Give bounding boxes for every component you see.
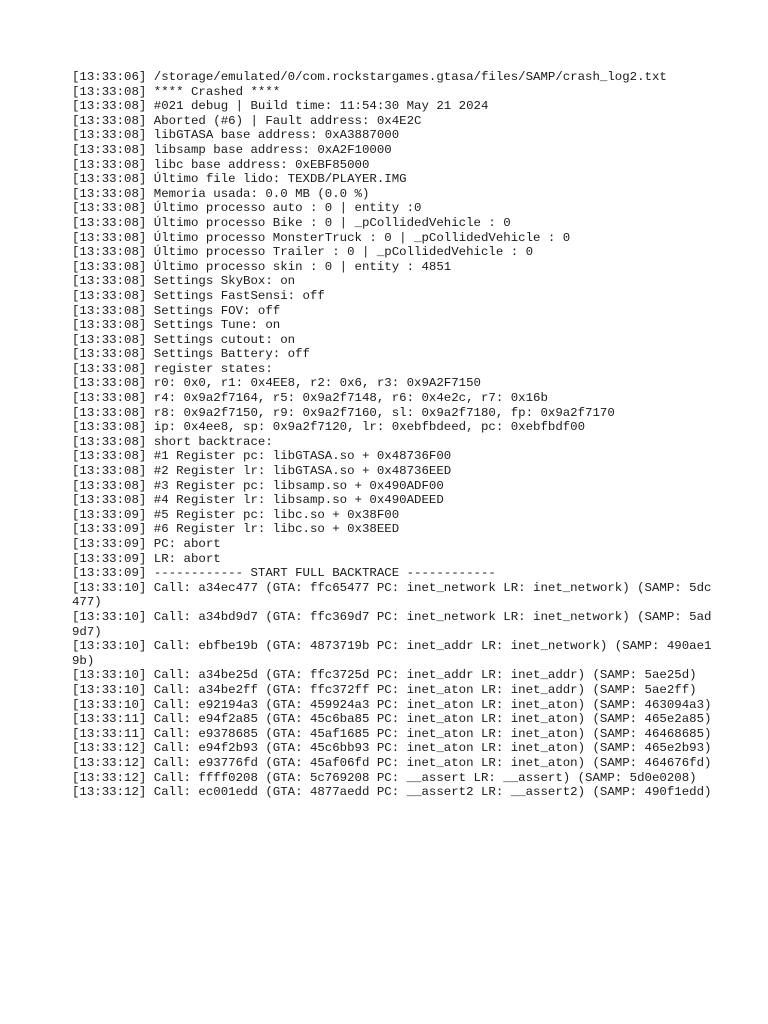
log-line: [13:33:08] #4 Register lr: libsamp.so + 0x490ADEED xyxy=(72,493,444,508)
log-line: [13:33:09] #5 Register pc: libc.so + 0x38F00 xyxy=(72,507,400,522)
log-line: [13:33:08] Último processo skin : 0 | entity : 4851 xyxy=(72,259,452,274)
log-line: [13:33:08] libsamp base address: 0xA2F10000 xyxy=(72,142,392,157)
log-line: [13:33:08] #1 Register pc: libGTASA.so + 0x48736F00 xyxy=(72,449,452,464)
log-line: [13:33:11] Call: e94f2a85 (GTA: 45c6ba85 PC: inet_aton LR: inet_aton) (SAMP: 465e2a85) xyxy=(72,712,712,727)
log-line: [13:33:10] Call: e92194a3 (GTA: 459924a3 PC: inet_aton LR: inet_aton) (SAMP: 463094a3) xyxy=(72,697,712,712)
log-line: [13:33:08] r0: 0x0, r1: 0x4EE8, r2: 0x6, r3: 0x9A2F7150 xyxy=(72,376,481,391)
log-line: [13:33:09] ------------ START FULL BACKTRACE ------------ xyxy=(72,566,496,581)
log-line: [13:33:12] Call: ffff0208 (GTA: 5c769208 PC: __assert LR: __assert) (SAMP: 5d0e0208) xyxy=(72,770,697,785)
log-line: [13:33:11] Call: e9378685 (GTA: 45af1685 PC: inet_aton LR: inet_aton) (SAMP: 46468685) xyxy=(72,726,712,741)
log-line: [13:33:08] Último processo Trailer : 0 | _pCollidedVehicle : 0 xyxy=(72,245,534,260)
log-line: [13:33:08] Settings FastSensi: off xyxy=(72,288,325,303)
log-line: [13:33:08] r4: 0x9a2f7164, r5: 0x9a2f7148, r6: 0x4e2c, r7: 0x16b xyxy=(72,391,548,406)
crash-log xyxy=(72,70,712,800)
log-line: [13:33:10] Call: a34ec477 (GTA: ffc65477 PC: inet_network LR: inet_network) (SAMP: 5dc477) xyxy=(72,580,712,610)
log-line: [13:33:08] libGTASA base address: 0xA3887000 xyxy=(72,128,400,143)
log-line: [13:33:08] register states: xyxy=(72,361,273,376)
log-line: [13:33:08] Último processo MonsterTruck : 0 | _pCollidedVehicle : 0 xyxy=(72,230,571,245)
log-line: [13:33:08] Memoria usada: 0.0 MB (0.0 %) xyxy=(72,186,370,201)
log-line: [13:33:08] #2 Register lr: libGTASA.so + 0x48736EED xyxy=(72,464,452,479)
log-line: [13:33:09] #6 Register lr: libc.so + 0x38EED xyxy=(72,522,400,537)
log-line: [13:33:10] Call: a34be25d (GTA: ffc3725d PC: inet_addr LR: inet_addr) (SAMP: 5ae25d) xyxy=(72,668,697,683)
log-line: [13:33:12] Call: e93776fd (GTA: 45af06fd PC: inet_aton LR: inet_aton) (SAMP: 464676fd) xyxy=(72,755,712,770)
log-line: [13:33:08] ip: 0x4ee8, sp: 0x9a2f7120, lr: 0xebfbdeed, pc: 0xebfbdf00 xyxy=(72,420,586,435)
log-line: [13:33:12] Call: ec001edd (GTA: 4877aedd PC: __assert2 LR: __assert2) (SAMP: 490f1edd) xyxy=(72,785,712,800)
log-line: [13:33:08] Settings Battery: off xyxy=(72,347,310,362)
log-line: [13:33:08] Último processo Bike : 0 | _pCollidedVehicle : 0 xyxy=(72,215,511,230)
log-line: [13:33:08] r8: 0x9a2f7150, r9: 0x9a2f7160, sl: 0x9a2f7180, fp: 0x9a2f7170 xyxy=(72,405,615,420)
log-line: [13:33:12] Call: e94f2b93 (GTA: 45c6bb93 PC: inet_aton LR: inet_aton) (SAMP: 465e2b93) xyxy=(72,741,712,756)
log-line: [13:33:10] Call: a34be2ff (GTA: ffc372ff PC: inet_aton LR: inet_addr) (SAMP: 5ae2ff) xyxy=(72,682,697,697)
log-line: [13:33:08] Aborted (#6) | Fault address: 0x4E2C xyxy=(72,113,422,128)
log-line: [13:33:09] LR: abort xyxy=(72,551,221,566)
log-line: [13:33:08] **** Crashed **** xyxy=(72,84,281,99)
log-line: [13:33:10] Call: ebfbe19b (GTA: 4873719b PC: inet_addr LR: inet_network) (SAMP: 490ae19b) xyxy=(72,639,712,668)
log-line: [13:33:08] #021 debug | Build time: 11:54:30 May 21 2024 xyxy=(72,99,489,114)
log-line: [13:33:08] Settings FOV: off xyxy=(72,303,281,318)
log-line: [13:33:08] Último processo auto : 0 | entity :0 xyxy=(72,201,422,216)
log-line: [13:33:08] Settings SkyBox: on xyxy=(72,274,296,289)
log-line: [13:33:08] #3 Register pc: libsamp.so + 0x490ADF00 xyxy=(72,478,444,493)
log-line: [13:33:08] Settings Tune: on xyxy=(72,318,281,333)
log-line: [13:33:08] Settings cutout: on xyxy=(72,332,296,347)
log-line: [13:33:08] Último file lido: TEXDB/PLAYER.IMG xyxy=(72,172,407,187)
log-line: [13:33:08] short backtrace: xyxy=(72,434,273,449)
log-line: [13:33:10] Call: a34bd9d7 (GTA: ffc369d7 PC: inet_network LR: inet_network) (SAMP: 5ad9d7) xyxy=(72,609,712,639)
log-line: [13:33:09] PC: abort xyxy=(72,537,221,551)
log-line: [13:33:06] /storage/emulated/0/com.rockstargames.gtasa/files/SAMP/crash_log2.txt xyxy=(72,70,667,84)
log-line: [13:33:08] libc base address: 0xEBF85000 xyxy=(72,157,370,172)
